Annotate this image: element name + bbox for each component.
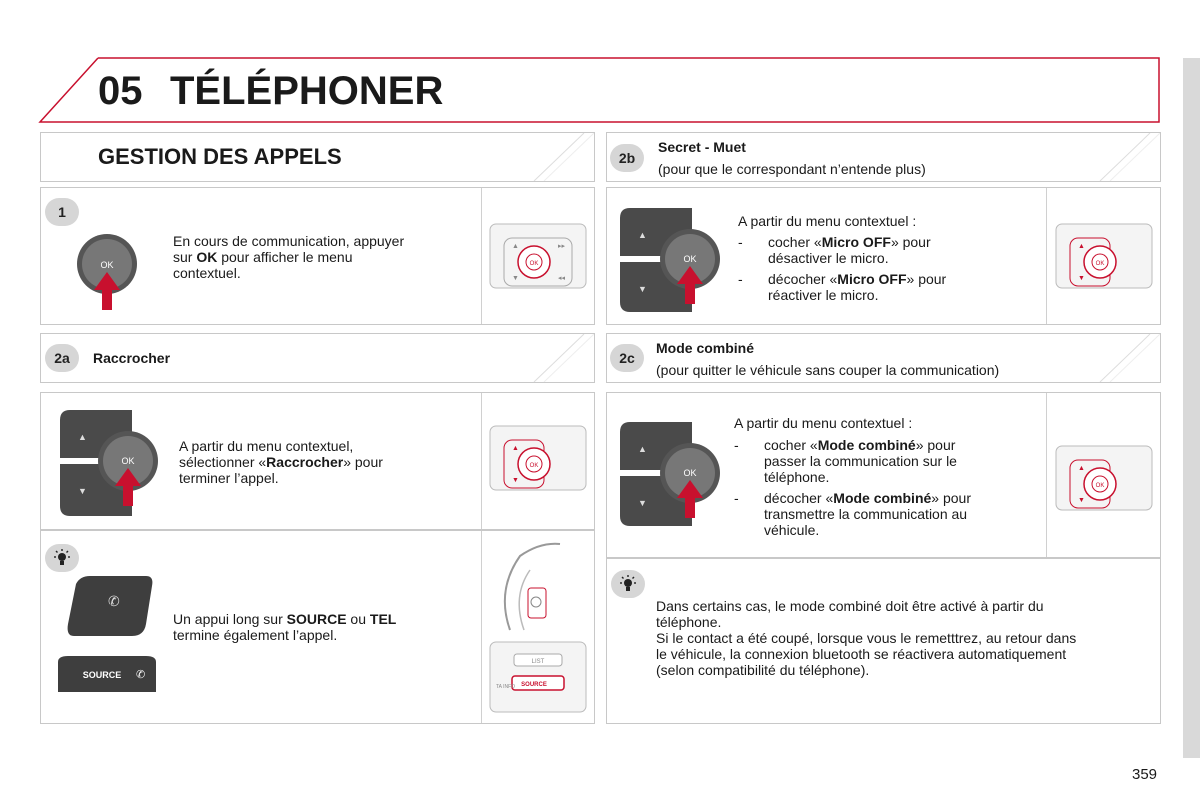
svg-text:▲: ▲ [1078, 243, 1085, 250]
step-badge: 2b [610, 144, 644, 172]
svg-text:OK: OK [683, 254, 697, 264]
step-2c-bullet-2: - décocher «Mode combiné» pour transmettre la communication au véhicule. [734, 490, 971, 538]
tel-button-illustration [66, 574, 156, 640]
tip-badge [45, 544, 79, 572]
svg-text:SOURCE: SOURCE [521, 682, 547, 688]
svg-text:OK: OK [529, 463, 539, 469]
divider [1046, 393, 1047, 557]
svg-text:▼: ▼ [512, 477, 519, 484]
steering-buttons-illustration [616, 420, 726, 532]
step-2a-title: Raccrocher [93, 350, 171, 366]
svg-text:OK: OK [529, 261, 539, 267]
svg-text:✆: ✆ [108, 593, 120, 609]
step-2c-subtitle: (pour quitter le véhicule sans couper la communication) [656, 362, 1000, 378]
steering-wheel-illustration [490, 540, 586, 636]
source-button-illustration [58, 656, 158, 694]
side-tab [1183, 58, 1200, 758]
svg-text:▲: ▲ [78, 432, 87, 442]
svg-text:OK: OK [683, 468, 697, 478]
svg-text:▼: ▼ [1078, 497, 1085, 504]
tip-text: Dans certains cas, le mode combiné doit être activé à partir du téléphone. Si le contact a été coupé, lorsque vous le remetttrez, au retour dans le véhicule, la connexion bluetooth se réactivera automatiquement (selon compatibilité du téléphone). [656, 598, 1077, 678]
divider [481, 188, 482, 324]
svg-text:OK: OK [100, 260, 114, 270]
svg-text:SOURCE: SOURCE [82, 670, 122, 680]
svg-text:▼: ▼ [512, 275, 519, 282]
svg-text:▲: ▲ [638, 230, 647, 240]
svg-text:✆: ✆ [136, 669, 146, 681]
svg-text:▸▸: ▸▸ [558, 243, 566, 250]
control-panel-illustration [488, 420, 588, 496]
svg-text:OK: OK [1095, 261, 1105, 267]
step-2b-intro: A partir du menu contextuel : [738, 213, 917, 229]
step-2b-subtitle: (pour que le correspondant n’entende plus) [658, 161, 926, 177]
step-2b-title: Secret - Muet [658, 139, 746, 155]
divider [481, 393, 482, 529]
svg-text:OK: OK [1095, 483, 1105, 489]
svg-text:▼: ▼ [638, 284, 647, 294]
svg-text:▼: ▼ [78, 486, 87, 496]
control-panel-illustration [488, 218, 588, 294]
svg-text:▼: ▼ [638, 498, 647, 508]
step-1-text: En cours de communication, appuyer sur OK pour afficher le menu contextuel. [173, 233, 405, 281]
svg-text:▲: ▲ [512, 243, 519, 250]
chapter-number: 05 [98, 69, 143, 113]
control-panel-illustration [1054, 440, 1154, 516]
chapter-title: TÉLÉPHONER [170, 69, 444, 113]
step-badge: 2a [45, 344, 79, 372]
svg-text:▼: ▼ [1078, 275, 1085, 282]
radio-panel-illustration [488, 640, 588, 714]
step-2a-text: A partir du menu contextuel, sélectionner «Raccrocher» pour terminer l’appel. [179, 438, 383, 486]
step-badge: 1 [45, 198, 79, 226]
step-2b-bullet-1: - cocher «Micro OFF» pour désactiver le micro. [738, 234, 931, 266]
ok-button-illustration [76, 232, 140, 312]
steering-buttons-illustration [616, 206, 726, 318]
step-badge: 2c [610, 344, 644, 372]
svg-text:▲: ▲ [638, 444, 647, 454]
step-2c-title: Mode combiné [656, 340, 755, 356]
svg-text:▲: ▲ [1078, 465, 1085, 472]
step-2b-bullet-2: - décocher «Micro OFF» pour réactiver le micro. [738, 271, 947, 303]
svg-text:TA INFO: TA INFO [496, 684, 516, 690]
steering-buttons-illustration [56, 408, 166, 528]
control-panel-illustration [1054, 218, 1154, 294]
svg-text:◂◂: ◂◂ [558, 275, 566, 282]
divider [1046, 188, 1047, 324]
step-2c-bullet-1: - cocher «Mode combiné» pour passer la communication sur le téléphone. [734, 437, 957, 485]
page-number: 359 [1132, 766, 1158, 783]
lightbulb-icon [53, 549, 71, 567]
divider [481, 531, 482, 723]
tip-badge [611, 570, 645, 598]
lightbulb-icon [619, 575, 637, 593]
svg-text:LIST: LIST [531, 659, 545, 665]
svg-text:▲: ▲ [512, 445, 519, 452]
section-title: GESTION DES APPELS [98, 144, 342, 169]
tip-text: Un appui long sur SOURCE ou TEL termine également l’appel. [173, 611, 397, 643]
step-2c-intro: A partir du menu contextuel : [734, 415, 913, 431]
svg-text:OK: OK [121, 456, 135, 466]
